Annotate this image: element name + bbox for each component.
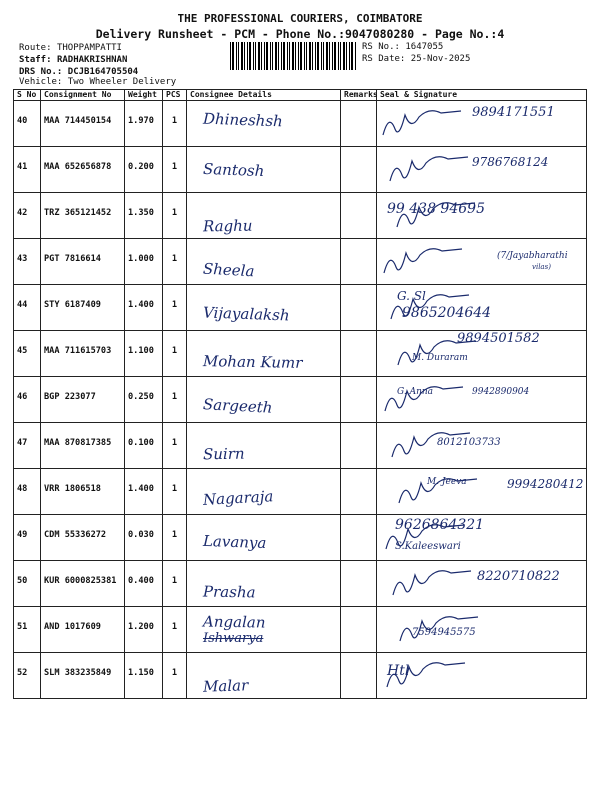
signature-text: 9942890904	[472, 387, 530, 397]
consignee-cell	[187, 515, 341, 561]
pcs-cell: 1	[163, 193, 187, 239]
signature-text: 9786768124	[472, 155, 549, 169]
signature-scribble	[377, 377, 587, 423]
weight-cell: 0.200	[125, 147, 163, 193]
signature-cell	[377, 607, 587, 653]
consignee-handwriting: Dhineshsh	[202, 109, 284, 131]
signature-scribble	[377, 607, 587, 653]
remarks-cell	[341, 561, 377, 607]
signature-text: G. Sl	[397, 289, 426, 303]
consignee-handwriting: Lavanya	[202, 531, 267, 553]
pcs-cell: 1	[163, 285, 187, 331]
signature-text: (7/Jayabharathi	[497, 251, 568, 261]
weight-cell: 1.400	[125, 469, 163, 515]
runsheet-subtitle: Delivery Runsheet - PCM - Phone No.:9047080280 - Page No.:4	[95, 27, 505, 41]
signature-cell	[377, 239, 587, 285]
col-header-consignee: Consignee Details	[187, 90, 341, 101]
remarks-cell	[341, 653, 377, 699]
signature-cell	[377, 331, 587, 377]
consignee-cell	[187, 653, 341, 699]
signature-text: G. Anna	[397, 387, 434, 397]
table-row	[14, 101, 587, 147]
signature-text: 9994280412	[507, 477, 584, 491]
consignee-handwriting: Malar	[202, 676, 249, 696]
signature-cell	[377, 377, 587, 423]
pcs-cell: 1	[163, 515, 187, 561]
pcs-cell: 1	[163, 331, 187, 377]
remarks-cell	[341, 607, 377, 653]
company-title: THE PROFESSIONAL COURIERS, COIMBATORE	[177, 12, 423, 25]
col-header-weight: Weight	[125, 90, 163, 101]
consignee-handwriting: Mohan Kumr	[202, 352, 303, 372]
remarks-cell	[341, 147, 377, 193]
signature-text: 9894501582	[457, 331, 540, 346]
signature-scribble	[377, 561, 587, 607]
weight-cell: 0.100	[125, 423, 163, 469]
sno-cell: 46	[14, 377, 41, 423]
consignee-handwriting: Sargeeth	[202, 395, 273, 417]
remarks-cell	[341, 377, 377, 423]
rs-date-value: 25-Nov-2025	[410, 54, 471, 64]
consignment-cell: MAA 714450154	[41, 101, 125, 147]
consignment-cell: AND 1017609	[41, 607, 125, 653]
signature-text: S.Kaleeswari	[395, 541, 461, 552]
consignee-cell	[187, 193, 341, 239]
table-row	[14, 653, 587, 699]
signature-text: 8012103733	[437, 437, 501, 448]
consignee-handwriting: Angalan	[202, 612, 266, 632]
signature-cell	[377, 515, 587, 561]
signature-text: 9894171551	[472, 105, 555, 120]
weight-cell: 1.350	[125, 193, 163, 239]
signature-scribble	[377, 239, 587, 285]
sno-cell: 48	[14, 469, 41, 515]
runsheet-table	[13, 89, 587, 699]
rs-no-label: RS No.:	[362, 42, 400, 52]
table-row	[14, 607, 587, 653]
sno-cell: 51	[14, 607, 41, 653]
consignee-cell	[187, 377, 341, 423]
consignee-cell	[187, 331, 341, 377]
sno-cell: 41	[14, 147, 41, 193]
vehicle-value: Two Wheeler Delivery	[67, 77, 177, 87]
signature-text: M. Duraram	[412, 353, 468, 363]
pcs-cell: 1	[163, 469, 187, 515]
consignment-cell: KUR 6000825381	[41, 561, 125, 607]
route-label: Route:	[19, 43, 52, 53]
drs-label: DRS No.:	[19, 67, 63, 77]
weight-cell: 1.400	[125, 285, 163, 331]
remarks-cell	[341, 239, 377, 285]
barcode-image	[230, 42, 357, 70]
signature-text: M. Jeeva	[427, 477, 467, 487]
consignee-handwriting: Vijayalaksh	[202, 303, 290, 325]
pcs-cell: 1	[163, 607, 187, 653]
sno-cell: 49	[14, 515, 41, 561]
pcs-cell: 1	[163, 101, 187, 147]
signature-text: 9626864321	[395, 517, 485, 533]
signature-cell	[377, 193, 587, 239]
consignee-cell	[187, 607, 341, 653]
table-row	[14, 377, 587, 423]
consignee-cell	[187, 239, 341, 285]
rs-no-value: 1647055	[405, 42, 444, 52]
signature-cell	[377, 285, 587, 331]
remarks-cell	[341, 193, 377, 239]
consignment-cell: CDM 55336272	[41, 515, 125, 561]
consignment-cell: TRZ 365121452	[41, 193, 125, 239]
rs-date-line	[362, 54, 470, 64]
signature-text: Htl	[387, 663, 410, 679]
table-row	[14, 331, 587, 377]
consignment-cell: STY 6187409	[41, 285, 125, 331]
staff-value: RADHAKRISHNAN	[56, 55, 128, 65]
weight-cell: 0.250	[125, 377, 163, 423]
consignee-cell	[187, 423, 341, 469]
consignee-cell	[187, 561, 341, 607]
remarks-cell	[341, 101, 377, 147]
consignment-cell: VRR 1806518	[41, 469, 125, 515]
weight-cell: 0.400	[125, 561, 163, 607]
table-row	[14, 469, 587, 515]
consignee-handwriting: Raghu	[202, 216, 253, 236]
rs-no-line	[362, 42, 443, 52]
table-row	[14, 239, 587, 285]
weight-cell: 0.030	[125, 515, 163, 561]
table-row	[14, 515, 587, 561]
signature-cell	[377, 561, 587, 607]
pcs-cell: 1	[163, 147, 187, 193]
weight-cell: 1.000	[125, 239, 163, 285]
weight-cell: 1.970	[125, 101, 163, 147]
signature-cell	[377, 653, 587, 699]
col-header-remarks: Remarks	[341, 90, 377, 101]
signature-text: 8220710822	[477, 569, 560, 584]
weight-cell: 1.150	[125, 653, 163, 699]
table-row	[14, 193, 587, 239]
remarks-cell	[341, 469, 377, 515]
consignment-cell: BGP 223077	[41, 377, 125, 423]
drs-line	[19, 67, 138, 77]
weight-cell: 1.100	[125, 331, 163, 377]
remarks-cell	[341, 515, 377, 561]
consignment-cell: MAA 870817385	[41, 423, 125, 469]
remarks-cell	[341, 331, 377, 377]
signature-text: 7594945575	[412, 627, 476, 638]
consignee-handwriting-2: Ishwarya	[203, 631, 264, 646]
table-row	[14, 561, 587, 607]
table-row	[14, 423, 587, 469]
consignment-cell: MAA 711615703	[41, 331, 125, 377]
sno-cell: 45	[14, 331, 41, 377]
vehicle-line	[19, 77, 176, 87]
signature-scribble	[377, 147, 587, 193]
consignee-cell	[187, 469, 341, 515]
pcs-cell: 1	[163, 377, 187, 423]
table-row	[14, 147, 587, 193]
signature-text: 99 438 94695	[387, 201, 485, 217]
signature-cell	[377, 147, 587, 193]
consignee-handwriting: Santosh	[202, 159, 265, 181]
sno-cell: 42	[14, 193, 41, 239]
remarks-cell	[341, 423, 377, 469]
consignee-cell	[187, 147, 341, 193]
sno-cell: 50	[14, 561, 41, 607]
pcs-cell: 1	[163, 423, 187, 469]
route-line	[19, 43, 122, 53]
drs-value: DCJB164705504	[67, 67, 139, 77]
col-header-sno: S No	[14, 90, 41, 101]
consignee-handwriting: Prasha	[202, 582, 256, 602]
signature-cell	[377, 101, 587, 147]
signature-scribble	[377, 469, 587, 515]
consignment-cell: PGT 7816614	[41, 239, 125, 285]
staff-label: Staff:	[19, 55, 52, 65]
col-header-signature: Seal & Signature	[377, 90, 587, 101]
sno-cell: 52	[14, 653, 41, 699]
signature-text: 9865204644	[402, 305, 492, 321]
table-row	[14, 285, 587, 331]
signature-cell	[377, 469, 587, 515]
rs-date-label: RS Date:	[362, 54, 406, 64]
route-value: THOPPAMPATTI	[56, 43, 122, 53]
pcs-cell: 1	[163, 653, 187, 699]
consignee-handwriting: Sheela	[202, 259, 255, 281]
sno-cell: 40	[14, 101, 41, 147]
signature-cell	[377, 423, 587, 469]
consignment-cell: SLM 383235849	[41, 653, 125, 699]
pcs-cell: 1	[163, 239, 187, 285]
remarks-cell	[341, 285, 377, 331]
col-header-consignment: Consignment No	[41, 90, 125, 101]
sno-cell: 47	[14, 423, 41, 469]
consignment-cell: MAA 652656878	[41, 147, 125, 193]
vehicle-label: Vehicle:	[19, 77, 63, 87]
signature-text: vilas)	[532, 263, 551, 271]
consignee-handwriting: Nagaraja	[202, 487, 274, 509]
pcs-cell: 1	[163, 561, 187, 607]
consignee-cell	[187, 285, 341, 331]
consignee-handwriting: Suirn	[202, 444, 245, 464]
col-header-pcs: PCS	[163, 90, 187, 101]
staff-line	[19, 55, 127, 65]
table-header-row	[14, 90, 587, 101]
weight-cell: 1.200	[125, 607, 163, 653]
consignee-cell	[187, 101, 341, 147]
sno-cell: 44	[14, 285, 41, 331]
sno-cell: 43	[14, 239, 41, 285]
